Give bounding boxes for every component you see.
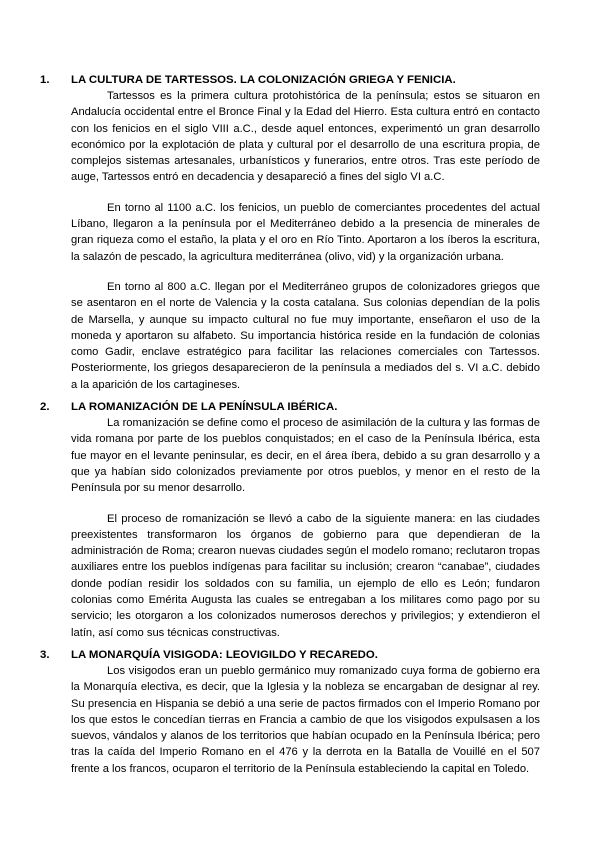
paragraph: En torno al 800 a.C. llegan por el Mediterráneo grupos de colonizadores griegos que se asentaron en el norte de Valencia y la costa catalana. Sus colonias dependían de la polis de Marsella, y aunque su impacto cultural no fue muy importante, enseñaron el uso de la moneda y aportaron su alfabeto. Su importancia histórica reside en la fundación de colonias como Gadir, enclave estratégico para facilitar las relaciones comerciales con Tartessos. Posteriormente, los griegos desaparecieron de la península a mediados del s. VI a.C. debido a la aparición de los cartagineses. [71, 280, 540, 391]
paragraph: La romanización se define como el proceso de asimilación de la cultura y las formas de vida romana por parte de los pueblos conquistados; en el caso de la Península Ibérica, esta fue mayor en el levante peninsular, es decir, en el área íbera, debido a su gran desarrollo y a que ya habían sido colonizados previamente por otros pueblos, y menor en el resto de la Península por su menor desarrollo. [71, 417, 540, 495]
section-2 [40, 399, 540, 641]
section-number: 1. [40, 74, 50, 86]
section-title: LA MONARQUÍA VISIGODA: LEOVIGILDO Y RECAREDO. [71, 648, 378, 661]
section-title: LA ROMANIZACIÓN DE LA PENÍNSULA IBÉRICA. [71, 401, 338, 414]
section-number: 3. [40, 648, 50, 661]
paragraph: Los visigodos eran un pueblo germánico muy romanizado cuya forma de gobierno era la Monarquía electiva, es decir, que la Iglesia y la nobleza se encargaban de designar al rey. Su presencia en Hispania se debió a una serie de pactos firmados con el Imperio Romano por los que estos le concedían tierras en Francia a cambio de que los visigodos expulsasen a los suevos, vándalos y alanos de los territorios que habían ocupado en la Península Ibérica; pero tras la caída del Imperio Romano en el 476 y la derrota en la Batalla de Vouillé en el 507 frente a los francos, ocuparon el territorio de la Península estableciendo la capital en Toledo. [71, 664, 540, 775]
paragraph: El proceso de romanización se llevó a cabo de la siguiente manera: en las ciudades preexistentes transformaron los órganos de gobierno para que dependieran de la administración de Roma; crearon nuevas ciudades según el modelo romano; reclutaron tropas auxiliares entre los pueblos indígenas para facilitar su inclusión; crearon “canabae”, ciudades donde podían residir los soldados con su familia, un ejemplo de ello es León; fundaron colonias como Emérita Augusta las cuales se entregaban a los militares como pago por su servicio; les otorgaron a los colonizados numerosos derechos y privilegios; y extendieron el latín, así como sus técnicas constructivas. [71, 512, 540, 639]
section-title: LA CULTURA DE TARTESSOS. LA COLONIZACIÓN GRIEGA Y FENICIA. [71, 74, 456, 86]
section-1 [40, 72, 540, 393]
paragraph: En torno al 1100 a.C. los fenicios, un pueblo de comerciantes procedentes del actual Líbano, llegaron a la península por el Mediterráneo debido a la presencia de minerales de gran riqueza como el estaño, la plata y el oro en Río Tinto. Aportaron a los íberos la escritura, la salazón de pescado, la agricultura mediterránea (olivo, vid) y la organización urbana. [71, 201, 540, 263]
section-heading [40, 647, 540, 663]
section-heading [40, 72, 540, 88]
section-number: 2. [40, 401, 50, 414]
section-heading [40, 399, 540, 415]
paragraph: Tartessos es la primera cultura protohistórica de la península; estos se situaron en Andalucía occidental entre el Bronce Final y la Edad del Hierro. Esta cultura entró en contacto con los fenicios en el siglo VIII a.C., desde aquel entonces, experimentó un gran desarrollo económico por la explotación de plata y cultural por el desarrollo de una escritura propia, de complejos sistemas artesanales, urbanísticos y funerarios, entre otros. Tras este período de auge, Tartessos entró en decadencia y desapareció a fines del siglo VI a.C. [71, 90, 540, 184]
section-3 [40, 647, 540, 777]
